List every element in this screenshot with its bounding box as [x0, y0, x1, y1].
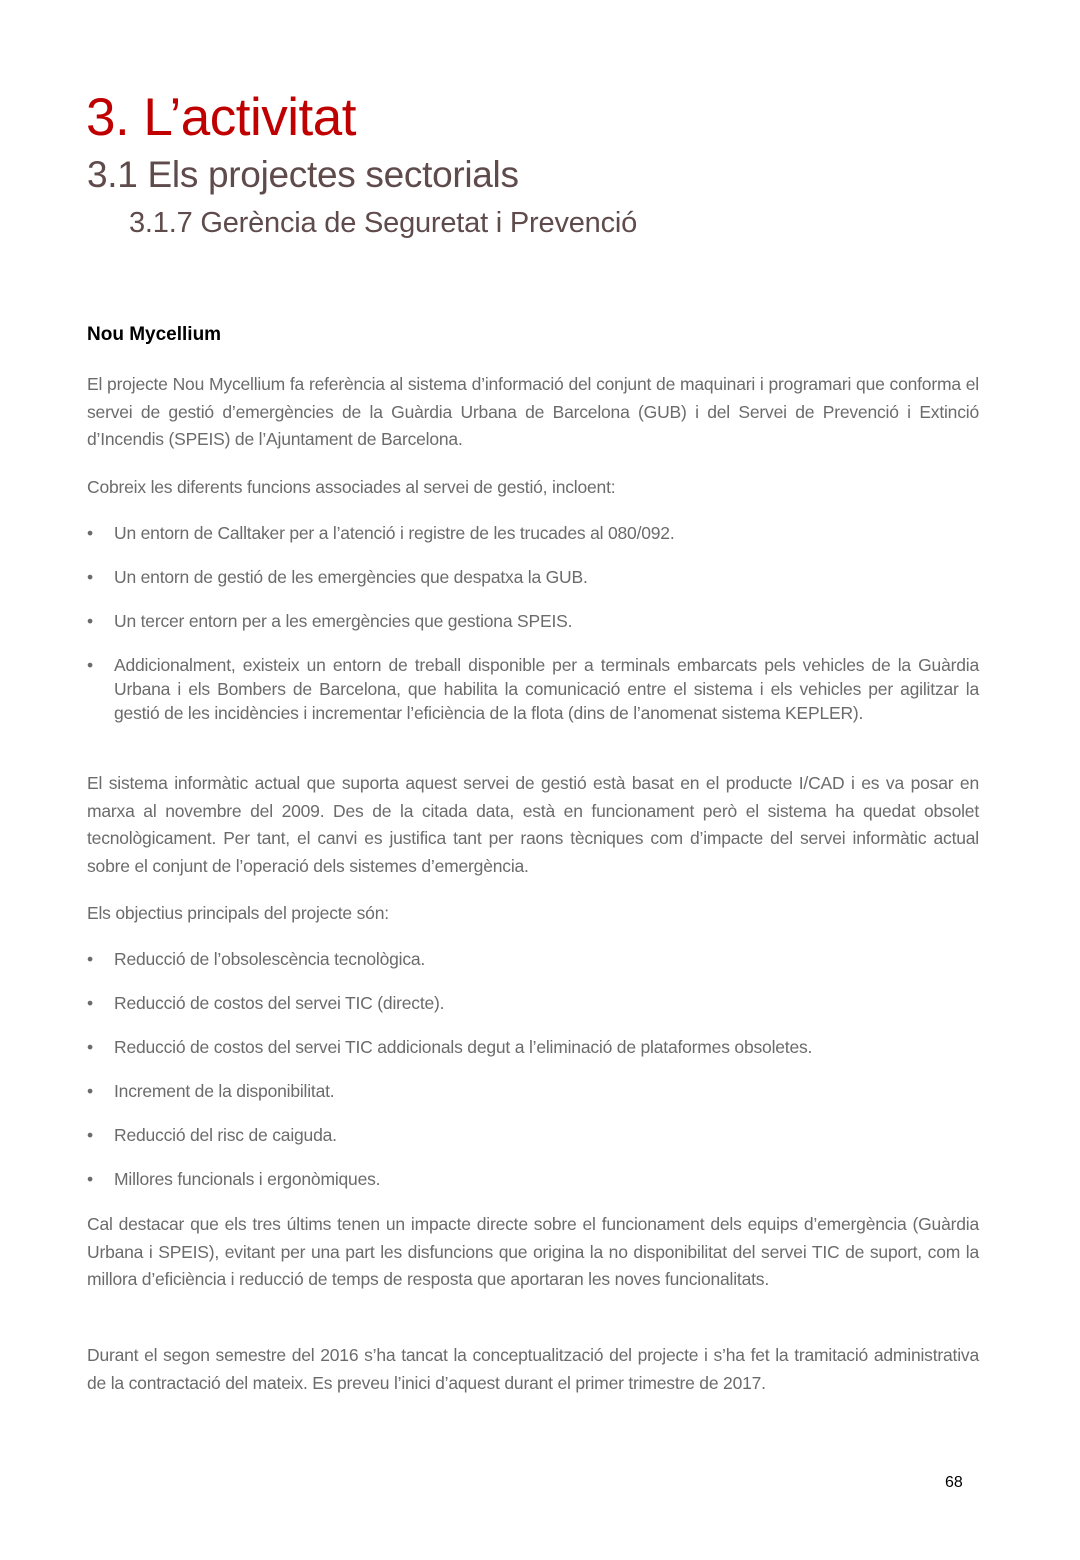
page-number: 68 — [945, 1474, 963, 1491]
bullet-icon: • — [87, 655, 93, 675]
chapter-title: 3. L’activitat — [86, 88, 356, 147]
intro-paragraph: El projecte Nou Mycellium fa referència al sistema d’informació del conjunt de maquinari i programari que conforma el servei de gestió d’emergències de la Guàrdia Urbana de Barcelona (GUB) i del Servei de Prevenció i Extinció d’Incendis (SPEIS) de l’Ajuntament de Barcelona. — [87, 374, 979, 449]
list-item-text: Reducció del risc de caiguda. — [114, 1125, 337, 1145]
list-item-text: Un entorn de gestió de les emergències que despatxa la GUB. — [114, 567, 588, 587]
status-paragraph: Durant el segon semestre del 2016 s’ha tancat la conceptualització del projecte i s’ha fet la tramitació administrativa de la contractació del mateix. Es preveu l’inici d’aquest durant el primer trimestre de 2017. — [87, 1345, 979, 1393]
bullet-icon: • — [87, 1081, 93, 1101]
functions-lead-paragraph: Cobreix les diferents funcions associades al servei de gestió, incloent: — [87, 477, 616, 497]
bullet-icon: • — [87, 993, 93, 1013]
list-item-text: Reducció de costos del servei TIC (directe). — [114, 993, 445, 1013]
list-item — [87, 609, 979, 633]
bullet-icon: • — [87, 949, 93, 969]
list-item-text: Addicionalment, existeix un entorn de treball disponible per a terminals embarcats pels vehicles de la Guàrdia Urbana i els Bombers de Barcelona, que habilita la comunicació entre el sistema i els vehicles per agilitzar la gestió de les incidències i incrementar l’eficiència de la flota (dins de l’anomenat sistema KEPLER). — [114, 655, 979, 723]
objectives-lead-paragraph: Els objectius principals del projecte són: — [87, 903, 389, 923]
bullet-icon: • — [87, 611, 93, 631]
list-item — [87, 565, 979, 589]
list-item — [87, 1035, 979, 1059]
list-item-text: Reducció de costos del servei TIC addicionals degut a l’eliminació de plataformes obsoletes. — [114, 1037, 813, 1057]
current-system-paragraph: El sistema informàtic actual que suporta aquest servei de gestió està basat en el producte I/CAD i es va posar en marxa al novembre del 2009. Des de la citada data, està en funcionament però el sistema ha quedat obsolet tecnològicament. Per tant, el canvi es justifica tant per raons tècniques com d’impacte del servei informàtic actual sobre el conjunt de l’operació dels sistemes d’emergència. — [87, 773, 979, 876]
list-item — [87, 947, 979, 971]
list-item-text: Un tercer entorn per a les emergències que gestiona SPEIS. — [114, 611, 573, 631]
functions-list — [87, 521, 979, 745]
list-item — [87, 1123, 979, 1147]
section-title: 3.1 Els projectes sectorials — [87, 154, 519, 195]
topic-heading: Nou Mycellium — [87, 324, 222, 345]
list-item-text: Increment de la disponibilitat. — [114, 1081, 335, 1101]
list-item — [87, 991, 979, 1015]
impact-paragraph: Cal destacar que els tres últims tenen un impacte directe sobre el funcionament dels equips d’emergència (Guàrdia Urbana i SPEIS), evitant per una part les disfuncions que origina la no disponibilitat del servei TIC de suport, com la millora d’eficiència i reducció de temps de resposta que aportaran les noves funcionalitats. — [87, 1214, 979, 1289]
bullet-icon: • — [87, 523, 93, 543]
list-item-text: Millores funcionals i ergonòmiques. — [114, 1169, 381, 1189]
bullet-icon: • — [87, 1037, 93, 1057]
list-item-text: Reducció de l’obsolescència tecnològica. — [114, 949, 426, 969]
list-item — [87, 1167, 979, 1191]
list-item-text: Un entorn de Calltaker per a l’atenció i registre de les trucades al 080/092. — [114, 523, 675, 543]
subsection-title: 3.1.7 Gerència de Seguretat i Prevenció — [129, 207, 638, 239]
bullet-icon: • — [87, 567, 93, 587]
list-item — [87, 1079, 979, 1103]
bullet-icon: • — [87, 1169, 93, 1189]
bullet-icon: • — [87, 1125, 93, 1145]
objectives-list — [87, 947, 979, 1211]
list-item — [87, 521, 979, 545]
list-item — [87, 653, 979, 725]
